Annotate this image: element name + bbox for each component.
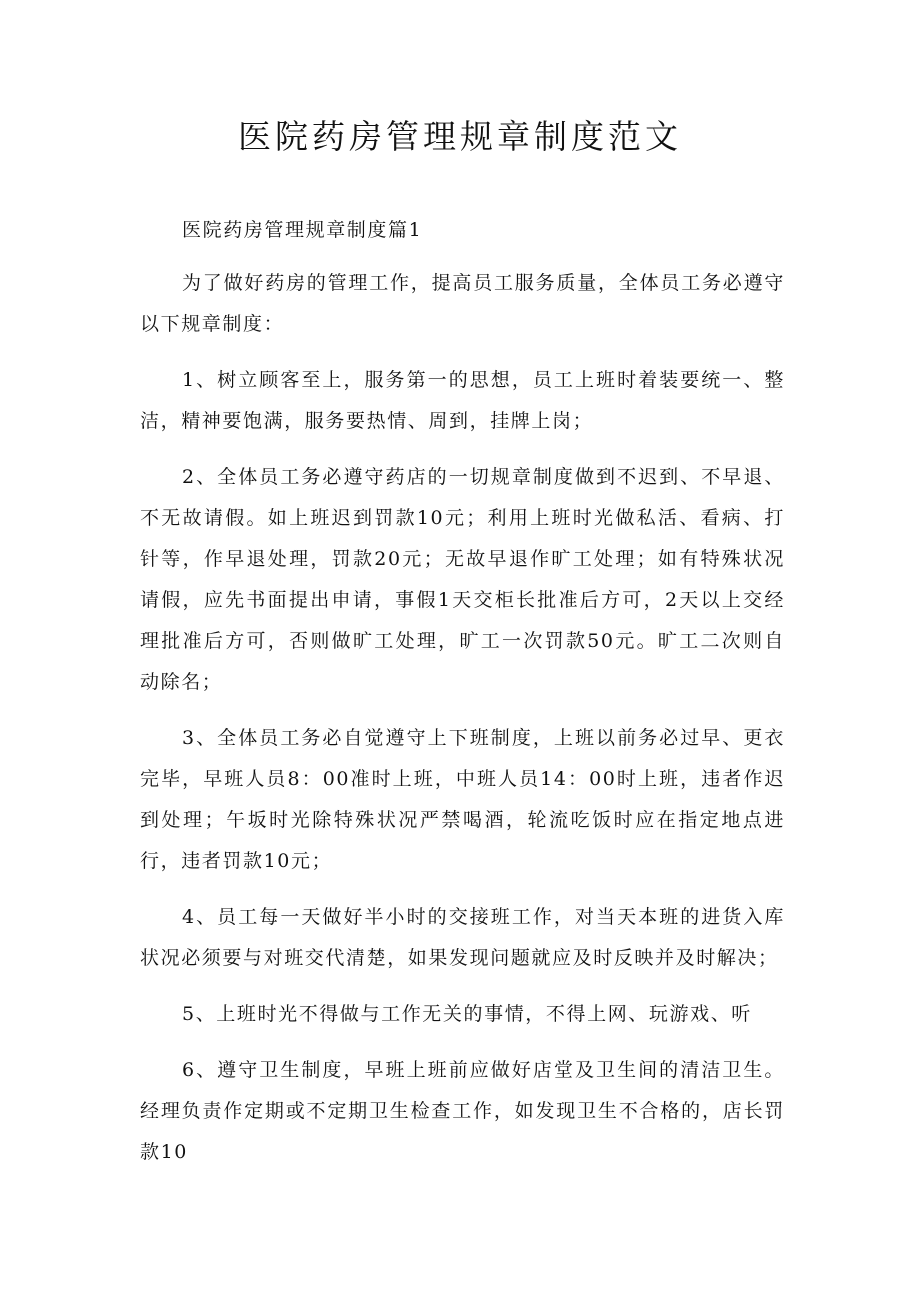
document-body: [140, 210, 785, 1188]
section-heading: 医院药房管理规章制度篇1: [182, 219, 423, 241]
paragraph-rule-6: 6、遵守卫生制度，早班上班前应做好店堂及卫生间的清洁卫生。经理负责作定期或不定期卫生检查工作，如发现卫生不合格的，店长罚款10: [140, 1059, 785, 1163]
document-title: 医院药房管理规章制度范文: [238, 117, 682, 156]
paragraph-rule-4: 4、员工每一天做好半小时的交接班工作，对当天本班的进货入库状况必须要与对班交代清楚，如果发现问题就应及时反映并及时解决；: [140, 906, 785, 969]
paragraph-rule-5: 5、上班时光不得做与工作无关的事情，不得上网、玩游戏、听: [182, 1003, 752, 1025]
paragraph-rule-2: 2、全体员工务必遵守药店的一切规章制度做到不迟到、不早退、不无故请假。如上班迟到罚款10元；利用上班时光做私活、看病、打针等，作早退处理，罚款20元；无故早退作旷工处理；如有特殊状况请假，应先书面提出申请，事假1天交柜长批准后方可，2天以上交经理批准后方可，否则做旷工处理，旷工一次罚款50元。旷工二次则自动除名；: [140, 466, 785, 693]
paragraph-intro: 为了做好药房的管理工作，提高员工服务质量，全体员工务必遵守以下规章制度：: [140, 272, 785, 335]
paragraph-rule-3: 3、全体员工务必自觉遵守上下班制度，上班以前务必过早、更衣完毕，早班人员8：00准时上班，中班人员14：00时上班，违者作迟到处理；午坂时光除特殊状况严禁喝酒，轮流吃饭时应在指定地点进行，违者罚款10元；: [140, 727, 785, 872]
paragraph-rule-1: 1、树立顾客至上，服务第一的思想，员工上班时着装要统一、整洁，精神要饱满，服务要热情、周到，挂牌上岗；: [140, 369, 785, 432]
